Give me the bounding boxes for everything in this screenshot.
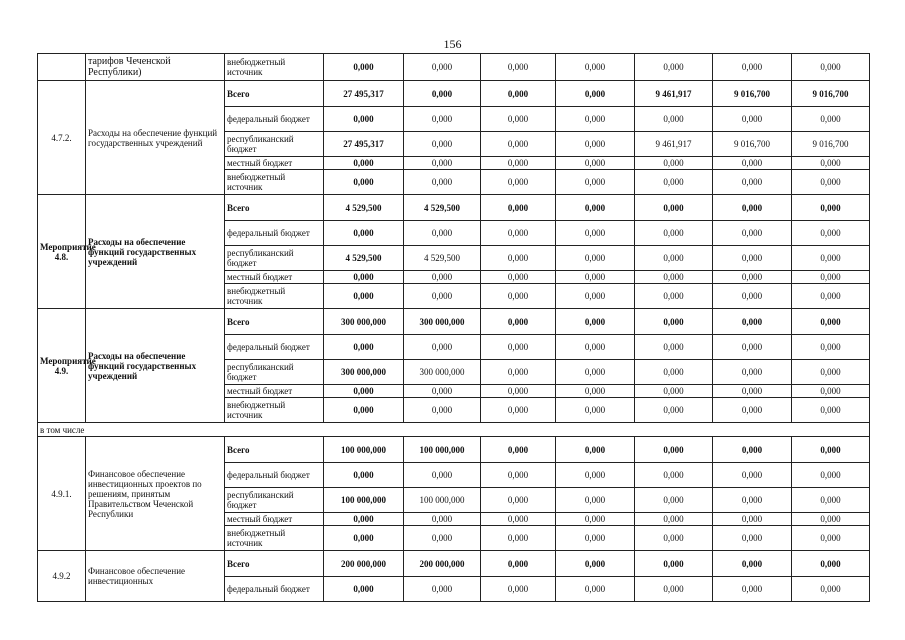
table-cell: 0,000 — [324, 170, 404, 195]
source-label: Всего — [225, 81, 324, 107]
table-cell: 0,000 — [324, 385, 404, 398]
source-label: республиканский бюджет — [225, 360, 324, 385]
table-cell: 0,000 — [792, 398, 870, 423]
table-cell: 0,000 — [635, 246, 713, 271]
table-cell: 0,000 — [481, 284, 556, 309]
table-cell: 9 016,700 — [713, 81, 792, 107]
table-row — [38, 81, 870, 107]
table-cell: 0,000 — [635, 195, 713, 221]
table-cell: 4 529,500 — [324, 246, 404, 271]
table-cell: 0,000 — [404, 577, 481, 602]
table-cell: 0,000 — [404, 335, 481, 360]
table-cell: 0,000 — [792, 271, 870, 284]
table-cell: 0,000 — [324, 526, 404, 551]
block-code: Мероприятие 4.8. — [38, 195, 86, 309]
table-cell: 100 000,000 — [404, 488, 481, 513]
table-cell: 0,000 — [324, 271, 404, 284]
table-cell: 0,000 — [324, 54, 404, 81]
table-cell: 0,000 — [481, 335, 556, 360]
source-label: Всего — [225, 309, 324, 335]
table-cell: 0,000 — [635, 157, 713, 170]
table-cell: 0,000 — [635, 221, 713, 246]
source-label: внебюджетный источник — [225, 170, 324, 195]
table-cell: 100 000,000 — [324, 437, 404, 463]
source-label: федеральный бюджет — [225, 463, 324, 488]
table-cell: 0,000 — [556, 195, 635, 221]
block-code: Мероприятие 4.9. — [38, 309, 86, 423]
table-cell: 0,000 — [556, 513, 635, 526]
table-cell: 0,000 — [324, 335, 404, 360]
table-cell: 0,000 — [481, 157, 556, 170]
table-row — [38, 54, 870, 81]
source-label: федеральный бюджет — [225, 221, 324, 246]
table-cell: 0,000 — [635, 463, 713, 488]
table-cell: 0,000 — [635, 577, 713, 602]
table-cell: 0,000 — [792, 360, 870, 385]
table-cell: 0,000 — [713, 463, 792, 488]
table-cell: 4 529,500 — [404, 195, 481, 221]
table-cell: 0,000 — [635, 271, 713, 284]
block-code: 4.7.2. — [38, 81, 86, 195]
table-cell: 0,000 — [792, 437, 870, 463]
table-cell: 0,000 — [481, 551, 556, 577]
source-label: республиканский бюджет — [225, 488, 324, 513]
table-cell: 0,000 — [556, 577, 635, 602]
block-code: 4.9.2 — [38, 551, 86, 602]
table-cell: 0,000 — [713, 157, 792, 170]
table-cell: 0,000 — [792, 551, 870, 577]
table-cell: 0,000 — [713, 551, 792, 577]
table-row — [38, 551, 870, 577]
table-cell: 0,000 — [713, 309, 792, 335]
table-cell: 0,000 — [713, 577, 792, 602]
table-cell: 0,000 — [635, 513, 713, 526]
table-cell: 0,000 — [481, 398, 556, 423]
table-cell: 100 000,000 — [324, 488, 404, 513]
source-label: Всего — [225, 551, 324, 577]
table-cell: 0,000 — [713, 54, 792, 81]
table-cell: 0,000 — [481, 577, 556, 602]
table-cell: 0,000 — [556, 132, 635, 157]
table-cell: 0,000 — [481, 309, 556, 335]
table-cell: 0,000 — [556, 437, 635, 463]
in-that-number-label: в том числе — [38, 423, 870, 437]
table-cell: 0,000 — [792, 513, 870, 526]
table-cell: 0,000 — [713, 513, 792, 526]
table-cell: 0,000 — [792, 309, 870, 335]
table-cell: 0,000 — [481, 132, 556, 157]
table-cell: 0,000 — [635, 551, 713, 577]
table-cell: 0,000 — [713, 195, 792, 221]
table-cell: 0,000 — [556, 170, 635, 195]
block-name: Расходы на обеспечение функций государственных учреждений — [86, 309, 225, 423]
table-cell: 0,000 — [324, 157, 404, 170]
table-cell: 0,000 — [635, 107, 713, 132]
table-cell: 0,000 — [481, 107, 556, 132]
section-row — [38, 423, 870, 437]
block-name: Финансовое обеспечение инвестиционных — [86, 551, 225, 602]
table-cell: 200 000,000 — [404, 551, 481, 577]
source-label: внебюджетный источник — [225, 54, 324, 81]
source-label: внебюджетный источник — [225, 284, 324, 309]
table-cell: 0,000 — [404, 398, 481, 423]
table-cell: 0,000 — [324, 284, 404, 309]
table-cell: 0,000 — [556, 107, 635, 132]
table-cell: 0,000 — [635, 437, 713, 463]
table-cell: 0,000 — [635, 488, 713, 513]
table-cell: 0,000 — [324, 107, 404, 132]
table-cell: 0,000 — [556, 385, 635, 398]
table-cell: 0,000 — [792, 335, 870, 360]
table-cell: 9 016,700 — [792, 81, 870, 107]
table-cell: 0,000 — [324, 398, 404, 423]
table-cell: 0,000 — [556, 157, 635, 170]
table-cell: 0,000 — [635, 284, 713, 309]
table-cell: 0,000 — [481, 437, 556, 463]
table-cell: 0,000 — [635, 309, 713, 335]
table-cell: 0,000 — [404, 157, 481, 170]
table-cell: 0,000 — [556, 284, 635, 309]
block-code: 4.9.1. — [38, 437, 86, 551]
table-cell: 0,000 — [792, 54, 870, 81]
table-cell: 0,000 — [635, 360, 713, 385]
table-cell: 0,000 — [713, 284, 792, 309]
table-cell: 0,000 — [556, 271, 635, 284]
table-cell: 0,000 — [556, 221, 635, 246]
table-cell: 0,000 — [635, 385, 713, 398]
table-cell: 0,000 — [481, 54, 556, 81]
table-cell: 300 000,000 — [404, 309, 481, 335]
table-cell: 0,000 — [713, 385, 792, 398]
budget-table — [37, 53, 870, 602]
source-label: республиканский бюджет — [225, 246, 324, 271]
block-name: Расходы на обеспечение функций государственных учреждений — [86, 195, 225, 309]
table-cell: 0,000 — [556, 360, 635, 385]
table-cell: 9 461,917 — [635, 132, 713, 157]
source-label: республиканский бюджет — [225, 132, 324, 157]
block-name: Расходы на обеспечение функций государственных учреждений — [86, 81, 225, 195]
table-cell: 0,000 — [481, 513, 556, 526]
source-label: федеральный бюджет — [225, 335, 324, 360]
table-cell: 0,000 — [404, 81, 481, 107]
table-cell: 0,000 — [324, 221, 404, 246]
table-cell: 0,000 — [481, 463, 556, 488]
table-cell: 0,000 — [556, 54, 635, 81]
table-cell: 0,000 — [556, 551, 635, 577]
table-cell: 0,000 — [713, 170, 792, 195]
source-label: Всего — [225, 195, 324, 221]
table-cell: 0,000 — [481, 81, 556, 107]
table-cell: 0,000 — [713, 107, 792, 132]
table-cell: 0,000 — [792, 577, 870, 602]
source-label: внебюджетный источник — [225, 398, 324, 423]
source-label: местный бюджет — [225, 385, 324, 398]
table-cell: 9 016,700 — [713, 132, 792, 157]
table-cell: 0,000 — [713, 271, 792, 284]
table-cell: 0,000 — [481, 221, 556, 246]
table-cell: 0,000 — [556, 335, 635, 360]
table-cell: 0,000 — [792, 463, 870, 488]
table-cell: 0,000 — [324, 513, 404, 526]
page-number: 156 — [443, 37, 462, 51]
table-cell: 0,000 — [713, 398, 792, 423]
table-cell: 0,000 — [792, 284, 870, 309]
table-row — [38, 437, 870, 463]
table-cell: 0,000 — [404, 385, 481, 398]
table-cell: 300 000,000 — [324, 309, 404, 335]
table-cell: 0,000 — [792, 385, 870, 398]
row-name: тарифов Чеченской Республики) — [86, 54, 225, 81]
table-cell: 0,000 — [713, 335, 792, 360]
table-cell: 0,000 — [792, 170, 870, 195]
table-cell: 0,000 — [404, 526, 481, 551]
table-cell: 0,000 — [556, 526, 635, 551]
table-cell: 0,000 — [713, 437, 792, 463]
table-cell: 4 529,500 — [324, 195, 404, 221]
table-cell: 0,000 — [404, 221, 481, 246]
table-cell: 0,000 — [481, 488, 556, 513]
table-cell: 4 529,500 — [404, 246, 481, 271]
table-cell: 0,000 — [635, 335, 713, 360]
source-label: федеральный бюджет — [225, 577, 324, 602]
table-cell: 100 000,000 — [404, 437, 481, 463]
table-cell: 27 495,317 — [324, 81, 404, 107]
table-cell: 0,000 — [556, 488, 635, 513]
table-cell: 0,000 — [481, 246, 556, 271]
table-cell: 0,000 — [792, 107, 870, 132]
table-cell: 0,000 — [635, 398, 713, 423]
table-cell: 0,000 — [404, 54, 481, 81]
table-cell: 0,000 — [713, 488, 792, 513]
table-cell: 0,000 — [404, 513, 481, 526]
table-cell: 0,000 — [713, 246, 792, 271]
table-cell: 0,000 — [324, 577, 404, 602]
table-cell: 0,000 — [635, 526, 713, 551]
source-label: местный бюджет — [225, 157, 324, 170]
table-cell: 0,000 — [635, 170, 713, 195]
table-cell: 0,000 — [556, 398, 635, 423]
table-cell: 9 016,700 — [792, 132, 870, 157]
table-cell: 0,000 — [556, 463, 635, 488]
table-cell: 0,000 — [556, 81, 635, 107]
table-cell: 0,000 — [635, 54, 713, 81]
source-label: местный бюджет — [225, 271, 324, 284]
budget-table-body — [38, 54, 870, 602]
table-cell: 27 495,317 — [324, 132, 404, 157]
row-code — [38, 54, 86, 81]
table-cell: 0,000 — [792, 157, 870, 170]
table-cell: 0,000 — [792, 246, 870, 271]
table-cell: 0,000 — [713, 360, 792, 385]
table-cell: 0,000 — [404, 284, 481, 309]
table-cell: 0,000 — [481, 526, 556, 551]
source-label: внебюджетный источник — [225, 526, 324, 551]
table-row — [38, 195, 870, 221]
source-label: Всего — [225, 437, 324, 463]
table-cell: 0,000 — [324, 463, 404, 488]
table-cell: 0,000 — [481, 271, 556, 284]
source-label: местный бюджет — [225, 513, 324, 526]
table-row — [38, 309, 870, 335]
table-cell: 0,000 — [404, 132, 481, 157]
table-cell: 0,000 — [792, 526, 870, 551]
table-cell: 0,000 — [404, 271, 481, 284]
table-cell: 0,000 — [481, 170, 556, 195]
table-cell: 0,000 — [792, 221, 870, 246]
table-cell: 0,000 — [556, 309, 635, 335]
table-cell: 0,000 — [481, 195, 556, 221]
table-cell: 0,000 — [481, 360, 556, 385]
table-cell: 0,000 — [713, 221, 792, 246]
table-cell: 0,000 — [404, 170, 481, 195]
table-cell: 0,000 — [404, 463, 481, 488]
table-cell: 300 000,000 — [404, 360, 481, 385]
table-cell: 0,000 — [792, 488, 870, 513]
table-cell: 200 000,000 — [324, 551, 404, 577]
block-name: Финансовое обеспечение инвестиционных проектов по решениям, принятым Правительством Чеченской Республики — [86, 437, 225, 551]
table-cell: 0,000 — [556, 246, 635, 271]
table-cell: 9 461,917 — [635, 81, 713, 107]
table-cell: 0,000 — [481, 385, 556, 398]
source-label: федеральный бюджет — [225, 107, 324, 132]
table-cell: 0,000 — [404, 107, 481, 132]
table-cell: 300 000,000 — [324, 360, 404, 385]
table-cell: 0,000 — [713, 526, 792, 551]
table-cell: 0,000 — [792, 195, 870, 221]
